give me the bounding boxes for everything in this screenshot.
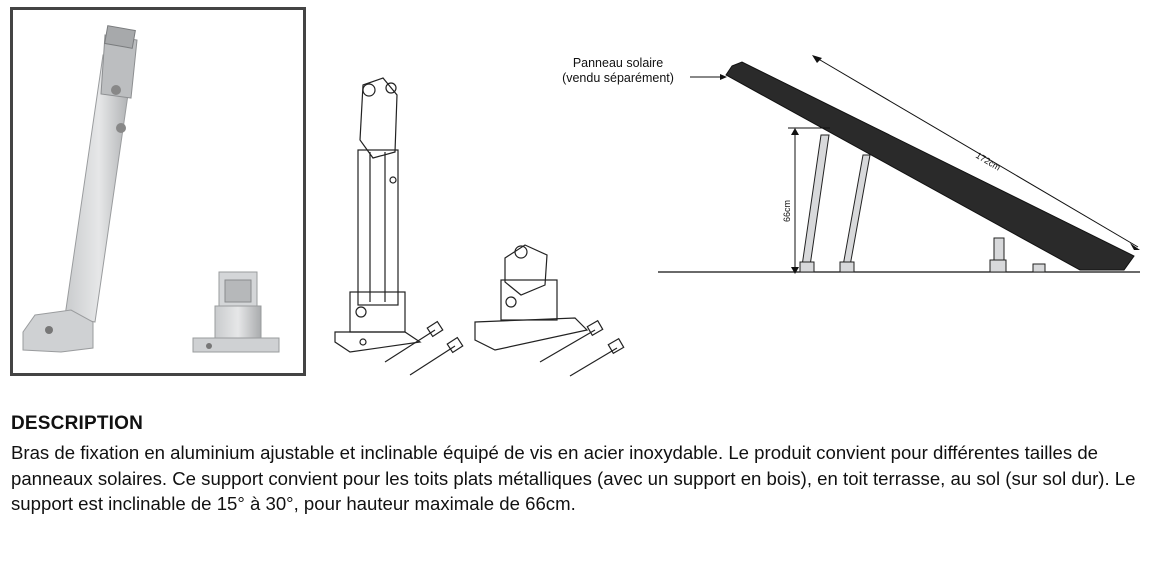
height-dimension-label: 66cm <box>782 199 792 222</box>
screw-drawing-2 <box>540 321 624 376</box>
tall-bracket-drawing <box>335 78 420 352</box>
product-photo-frame <box>10 7 306 376</box>
length-dimension-line <box>815 57 1138 247</box>
panel-label <box>538 56 698 86</box>
long-arm-photo <box>23 26 137 352</box>
length-dimension-label: 172cm <box>973 150 1003 173</box>
description-body: Bras de fixation en aluminium ajustable et inclinable équipé de vis en acier inoxydable. Le produit convient pour différentes tailles de panneaux solaires. Ce support convient pour les toits plats métalliques (avec un support en bois), en toit terrasse, au sol (sur sol dur). Le support est inclinable de 15° à 30°, pour hauteur maximale de 66cm. <box>11 442 1136 514</box>
description-heading: DESCRIPTION <box>11 413 144 434</box>
solar-panel-shape <box>726 62 1134 270</box>
short-bracket-photo <box>193 272 279 352</box>
screw-drawing-1 <box>385 322 463 375</box>
panel-label-line1: Panneau solaire <box>572 56 664 70</box>
product-photo <box>13 10 303 373</box>
panel-label-line2: (vendu séparément) <box>562 71 674 85</box>
